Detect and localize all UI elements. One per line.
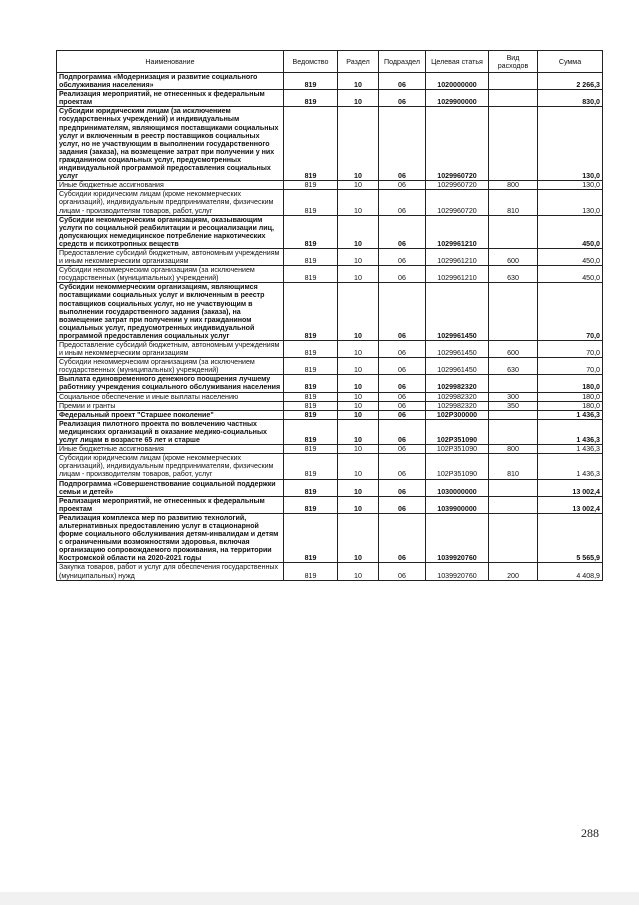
- row-razdel: 10: [338, 563, 379, 580]
- table-row: [57, 401, 603, 410]
- row-name: Реализация мероприятий, не отнесенных к федеральным проектам: [57, 496, 284, 513]
- row-vedomstvo: 819: [284, 248, 338, 265]
- table-row: [57, 358, 603, 375]
- row-vedomstvo: 819: [284, 410, 338, 419]
- row-vedomstvo: 819: [284, 419, 338, 444]
- row-podrazdel: 06: [379, 454, 426, 479]
- row-razdel: 10: [338, 454, 379, 479]
- row-name: Иные бюджетные ассигнования: [57, 445, 284, 454]
- row-celevaya: 1029961450: [426, 283, 489, 341]
- row-vid: [489, 107, 538, 181]
- row-celevaya: 1029960720: [426, 181, 489, 190]
- row-podrazdel: 06: [379, 248, 426, 265]
- header-summa: Сумма: [538, 51, 603, 73]
- row-razdel: 10: [338, 215, 379, 248]
- row-podrazdel: 06: [379, 419, 426, 444]
- row-celevaya: 1029982320: [426, 375, 489, 392]
- row-podrazdel: 06: [379, 563, 426, 580]
- table-row: [57, 266, 603, 283]
- row-summa: 1 436,3: [538, 419, 603, 444]
- row-name: Предоставление субсидий бюджетным, автономным учреждениям и иным некоммерческим организациям: [57, 341, 284, 358]
- row-vid: 630: [489, 266, 538, 283]
- row-celevaya: 1029960720: [426, 107, 489, 181]
- row-razdel: 10: [338, 90, 379, 107]
- row-celevaya: 1029982320: [426, 401, 489, 410]
- row-summa: 4 408,9: [538, 563, 603, 580]
- row-vid: [489, 513, 538, 563]
- row-celevaya: 102P351090: [426, 454, 489, 479]
- row-vedomstvo: 819: [284, 401, 338, 410]
- row-podrazdel: 06: [379, 401, 426, 410]
- table-row: [57, 283, 603, 341]
- row-name: Предоставление субсидий бюджетным, автономным учреждениям и иным некоммерческим организациям: [57, 248, 284, 265]
- row-summa: 13 002,4: [538, 479, 603, 496]
- row-summa: 180,0: [538, 392, 603, 401]
- row-summa: 1 436,3: [538, 445, 603, 454]
- row-celevaya: 1029982320: [426, 392, 489, 401]
- row-vedomstvo: 819: [284, 563, 338, 580]
- row-vid: [489, 283, 538, 341]
- row-vid: [489, 90, 538, 107]
- row-name: Премии и гранты: [57, 401, 284, 410]
- header-podrazdel: Подраздел: [379, 51, 426, 73]
- row-podrazdel: 06: [379, 73, 426, 90]
- row-summa: 180,0: [538, 375, 603, 392]
- row-vid: 600: [489, 341, 538, 358]
- row-podrazdel: 06: [379, 392, 426, 401]
- row-summa: 70,0: [538, 283, 603, 341]
- page-number: 288: [581, 826, 599, 840]
- row-celevaya: 1029960720: [426, 190, 489, 215]
- row-razdel: 10: [338, 181, 379, 190]
- row-podrazdel: 06: [379, 215, 426, 248]
- row-summa: 13 002,4: [538, 496, 603, 513]
- row-vid: 810: [489, 454, 538, 479]
- row-vedomstvo: 819: [284, 181, 338, 190]
- row-razdel: 10: [338, 73, 379, 90]
- table-row: [57, 248, 603, 265]
- row-vid: [489, 496, 538, 513]
- row-summa: 450,0: [538, 248, 603, 265]
- row-summa: 830,0: [538, 90, 603, 107]
- row-summa: 180,0: [538, 401, 603, 410]
- row-vedomstvo: 819: [284, 107, 338, 181]
- row-name: Подпрограмма «Модернизация и развитие социального обслуживания населения»: [57, 73, 284, 90]
- row-vedomstvo: 819: [284, 266, 338, 283]
- header-celevaya: Целевая статья: [426, 51, 489, 73]
- row-podrazdel: 06: [379, 181, 426, 190]
- row-podrazdel: 06: [379, 107, 426, 181]
- table-row: [57, 454, 603, 479]
- row-summa: 130,0: [538, 181, 603, 190]
- row-celevaya: 102P351090: [426, 419, 489, 444]
- row-vid: 600: [489, 248, 538, 265]
- row-name: Закупка товаров, работ и услуг для обеспечения государственных (муниципальных) нужд: [57, 563, 284, 580]
- table-row: [57, 90, 603, 107]
- row-name: Субсидии юридическим лицам (кроме некоммерческих организаций), индивидуальным предпринимателям, физическим лицам - производителям товаров, работ, услуг: [57, 190, 284, 215]
- row-podrazdel: 06: [379, 496, 426, 513]
- row-podrazdel: 06: [379, 190, 426, 215]
- row-celevaya: 1039920760: [426, 513, 489, 563]
- table-row: [57, 410, 603, 419]
- row-vid: [489, 479, 538, 496]
- row-podrazdel: 06: [379, 375, 426, 392]
- row-podrazdel: 06: [379, 410, 426, 419]
- row-vid: [489, 73, 538, 90]
- row-podrazdel: 06: [379, 283, 426, 341]
- row-summa: 130,0: [538, 107, 603, 181]
- row-name: Реализация пилотного проекта по вовлечению частных медицинских организаций в оказание медико-социальных услуг лицам в возрасте 65 лет и старше: [57, 419, 284, 444]
- row-vedomstvo: 819: [284, 358, 338, 375]
- row-vid: 630: [489, 358, 538, 375]
- row-summa: 5 565,9: [538, 513, 603, 563]
- row-summa: 130,0: [538, 190, 603, 215]
- row-vid: 350: [489, 401, 538, 410]
- row-name: Субсидии юридическим лицам (за исключением государственных учреждений) и индивидуальным предпринимателям, являющимся поставщиками социальных услуг и включенным в реестр поставщиков социальных услуг, но не участвующим в выполнении государственного задания (заказа), на возмещение затрат при получении у них гражданином социальных услуг, предусмотренных индивидуальной программой предоставления социальных услуг: [57, 107, 284, 181]
- table-row: [57, 419, 603, 444]
- row-vedomstvo: 819: [284, 90, 338, 107]
- row-podrazdel: 06: [379, 445, 426, 454]
- row-celevaya: 1029961450: [426, 358, 489, 375]
- row-name: Социальное обеспечение и иные выплаты населению: [57, 392, 284, 401]
- row-vid: 800: [489, 181, 538, 190]
- row-razdel: 10: [338, 419, 379, 444]
- row-vid: [489, 215, 538, 248]
- table-row: [57, 496, 603, 513]
- row-razdel: 10: [338, 341, 379, 358]
- row-summa: 1 436,3: [538, 410, 603, 419]
- header-vid: Вид расходов: [489, 51, 538, 73]
- row-razdel: 10: [338, 410, 379, 419]
- header-razdel: Раздел: [338, 51, 379, 73]
- row-razdel: 10: [338, 401, 379, 410]
- row-name: Иные бюджетные ассигнования: [57, 181, 284, 190]
- row-celevaya: 1029900000: [426, 90, 489, 107]
- row-razdel: 10: [338, 266, 379, 283]
- row-vid: 810: [489, 190, 538, 215]
- row-razdel: 10: [338, 283, 379, 341]
- row-vedomstvo: 819: [284, 283, 338, 341]
- row-vedomstvo: 819: [284, 479, 338, 496]
- table-body: [57, 73, 603, 581]
- row-razdel: 10: [338, 392, 379, 401]
- row-celevaya: 1039920760: [426, 563, 489, 580]
- row-razdel: 10: [338, 107, 379, 181]
- row-vedomstvo: 819: [284, 392, 338, 401]
- row-celevaya: 102P351090: [426, 445, 489, 454]
- row-name: Реализация мероприятий, не отнесенных к федеральным проектам: [57, 90, 284, 107]
- row-razdel: 10: [338, 479, 379, 496]
- row-podrazdel: 06: [379, 266, 426, 283]
- row-razdel: 10: [338, 248, 379, 265]
- row-vedomstvo: 819: [284, 73, 338, 90]
- row-name: Подпрограмма «Совершенствование социальной поддержки семьи и детей»: [57, 479, 284, 496]
- table-row: [57, 215, 603, 248]
- row-summa: 1 436,3: [538, 454, 603, 479]
- row-vid: [489, 419, 538, 444]
- table-row: [57, 479, 603, 496]
- table-row: [57, 181, 603, 190]
- row-vedomstvo: 819: [284, 445, 338, 454]
- table-row: [57, 392, 603, 401]
- row-celevaya: 102P300000: [426, 410, 489, 419]
- table-row: [57, 513, 603, 563]
- row-name: Выплата единовременного денежного поощрения лучшему работнику учреждения социального обслуживания населения: [57, 375, 284, 392]
- row-summa: 70,0: [538, 341, 603, 358]
- row-summa: 2 266,3: [538, 73, 603, 90]
- row-name: Субсидии некоммерческим организациям (за исключением государственных (муниципальных) учреждений): [57, 358, 284, 375]
- table-row: [57, 73, 603, 90]
- row-celevaya: 1039900000: [426, 496, 489, 513]
- row-vedomstvo: 819: [284, 341, 338, 358]
- row-vedomstvo: 819: [284, 215, 338, 248]
- row-razdel: 10: [338, 375, 379, 392]
- row-name: Субсидии некоммерческим организациям (за исключением государственных (муниципальных) учреждений): [57, 266, 284, 283]
- row-summa: 450,0: [538, 266, 603, 283]
- row-celevaya: 1030000000: [426, 479, 489, 496]
- table-row: [57, 190, 603, 215]
- row-vid: 800: [489, 445, 538, 454]
- row-celevaya: 1029961210: [426, 266, 489, 283]
- table-row: [57, 563, 603, 580]
- row-vedomstvo: 819: [284, 375, 338, 392]
- row-vid: [489, 410, 538, 419]
- row-vedomstvo: 819: [284, 513, 338, 563]
- row-name: Субсидии юридическим лицам (кроме некоммерческих организаций), индивидуальным предпринимателям, физическим лицам - производителям товаров, работ, услуг: [57, 454, 284, 479]
- header-name: Наименование: [57, 51, 284, 73]
- row-podrazdel: 06: [379, 513, 426, 563]
- row-vid: [489, 375, 538, 392]
- table-row: [57, 445, 603, 454]
- table-row: [57, 375, 603, 392]
- row-razdel: 10: [338, 358, 379, 375]
- row-vedomstvo: 819: [284, 190, 338, 215]
- row-podrazdel: 06: [379, 341, 426, 358]
- row-celevaya: 1029961450: [426, 341, 489, 358]
- table-row: [57, 107, 603, 181]
- row-celevaya: 1020000000: [426, 73, 489, 90]
- row-podrazdel: 06: [379, 358, 426, 375]
- row-vedomstvo: 819: [284, 496, 338, 513]
- row-name: Реализация комплекса мер по развитию технологий, альтернативных предоставлению услуг в стационарной форме социального обслуживания детям-инвалидам и детям с ограниченными возможностями здоровья, включая организацию сопровождаемого проживания, на территории Костромской области на 2020-2021 годы: [57, 513, 284, 563]
- row-name: Федеральный проект "Старшее поколение": [57, 410, 284, 419]
- scan-edge: [0, 892, 639, 905]
- row-vedomstvo: 819: [284, 454, 338, 479]
- row-podrazdel: 06: [379, 479, 426, 496]
- row-razdel: 10: [338, 445, 379, 454]
- row-celevaya: 1029961210: [426, 248, 489, 265]
- row-razdel: 10: [338, 190, 379, 215]
- budget-table: [56, 50, 603, 581]
- row-razdel: 10: [338, 513, 379, 563]
- row-name: Субсидии некоммерческим организациям, оказывающим услуги по социальной реабилитации и ресоциализации лиц, допускающих немедицинское потребление наркотических средств и психотропных веществ: [57, 215, 284, 248]
- row-razdel: 10: [338, 496, 379, 513]
- row-celevaya: 1029961210: [426, 215, 489, 248]
- row-summa: 450,0: [538, 215, 603, 248]
- row-vid: 300: [489, 392, 538, 401]
- header-vedomstvo: Ведомство: [284, 51, 338, 73]
- row-vid: 200: [489, 563, 538, 580]
- table-row: [57, 341, 603, 358]
- row-podrazdel: 06: [379, 90, 426, 107]
- row-name: Субсидии некоммерческим организациям, являющимся поставщиками социальных услуг и включенным в реестр поставщиков социальных услуг, но не участвующим в выполнении государственного задания (заказа), на возмещение затрат при получении у них гражданином социальных услуг, предусмотренных индивидуальной программой предоставления социальных услуг: [57, 283, 284, 341]
- table-header-row: [57, 51, 603, 73]
- row-summa: 70,0: [538, 358, 603, 375]
